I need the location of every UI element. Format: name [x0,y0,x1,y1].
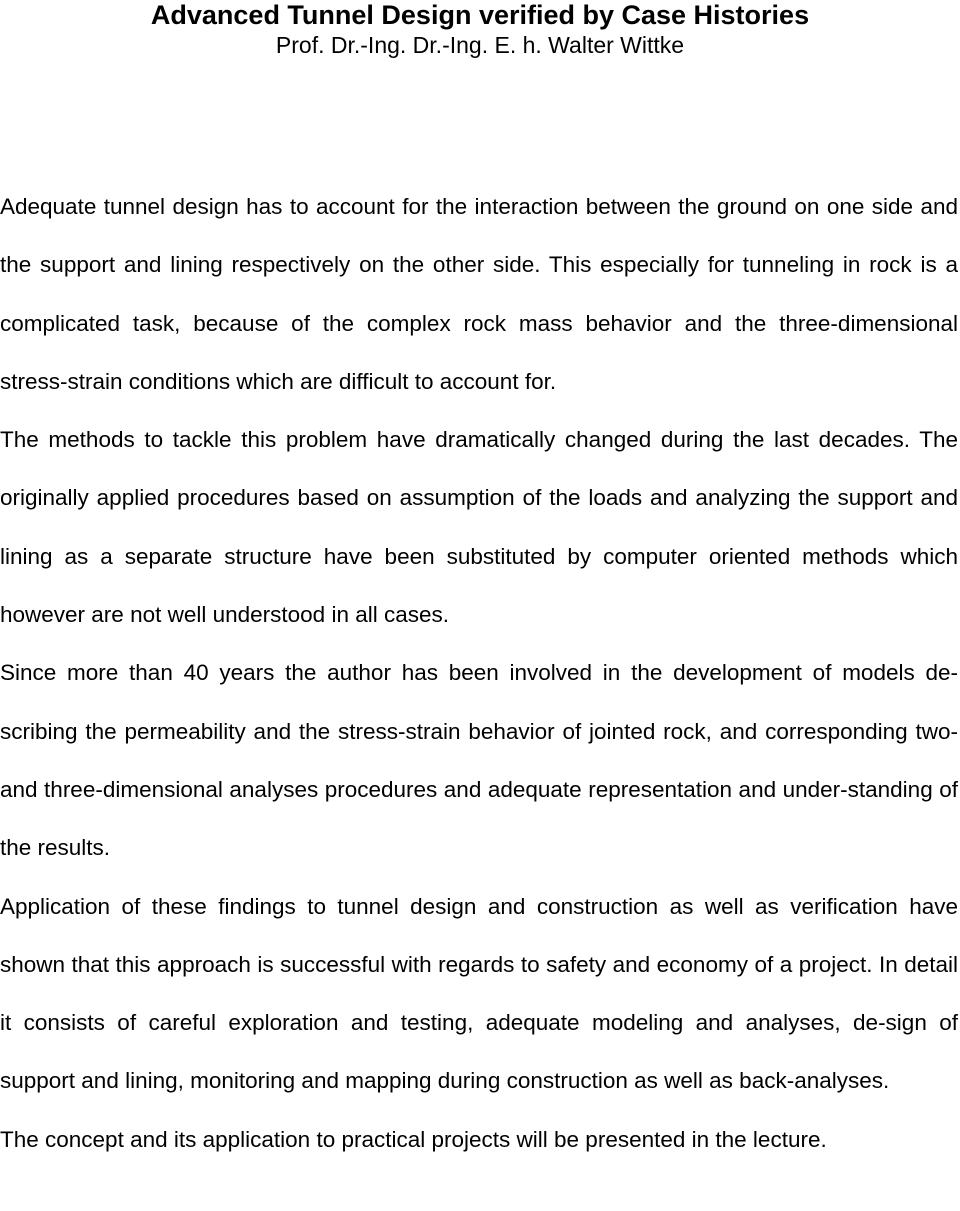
paragraph-1: Adequate tunnel design has to account for the interaction between the ground on one side and the support and lining respectively on the other side. This especially for tunneling in rock is a complicated task, because of the complex rock mass behavior and the three-dimensional stress-strain conditions which are difficult to account for. [0,194,958,394]
document-body [0,178,958,1169]
document-author: Prof. Dr.-Ing. Dr.-Ing. E. h. Walter Wittke [275,32,685,58]
paragraph-5: The concept and its application to practical projects will be presented in the lecture. [0,1126,827,1152]
paragraph-2: The methods to tackle this problem have dramatically changed during the last decades. The originally applied procedures based on assumption of the loads and analyzing the support and lining as a separate structure have been substituted by computer oriented methods which however are not well understood in all cases. [0,427,958,628]
document-title: Advanced Tunnel Design verified by Case Histories [150,0,810,30]
paragraph-4: Application of these findings to tunnel design and construction as well as verification have shown that this approach is successful with regards to safety and economy of a project. In detail it consists of careful exploration and testing, adequate modeling and analyses, de-sign of support and lining, monitoring and mapping during construction as well as back-analyses. [0,893,958,1094]
paragraph-3: Since more than 40 years the author has been involved in the development of models de-scribing the permeability and the stress-strain behavior of jointed rock, and corresponding two- and three-dimensional analyses procedures and adequate representation and under-standing of the results. [0,660,958,861]
title-block [0,0,960,60]
